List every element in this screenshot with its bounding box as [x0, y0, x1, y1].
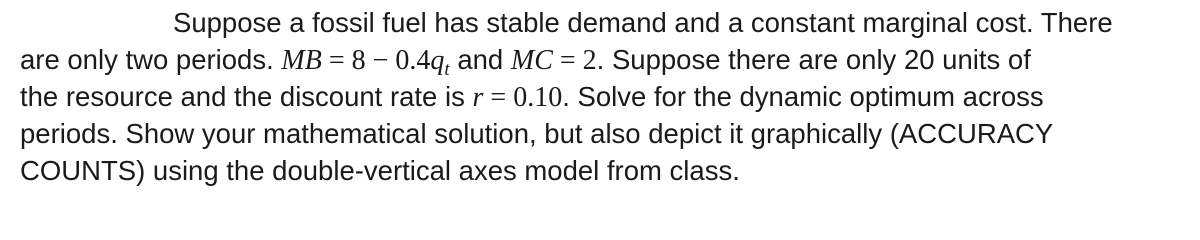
- line2-and: and: [449, 44, 511, 75]
- line3-lead: the resource and the discount rate is: [20, 81, 473, 112]
- mb-equation: [281, 45, 450, 80]
- problem-line-5: COUNTS) using the double-vertical axes model from class.: [20, 155, 740, 186]
- rate-value: = 0.10: [483, 82, 563, 113]
- mc-rhs: = 2: [552, 45, 597, 76]
- quantity-variable: q: [430, 45, 445, 76]
- problem-paragraph: [20, 4, 1190, 189]
- problem-line-1: Suppose a fossil fuel has stable demand and a constant marginal cost. There: [173, 7, 1113, 38]
- line2-tail: . Suppose there are only 20 units of: [596, 44, 1031, 75]
- mc-symbol: MC: [510, 45, 553, 76]
- problem-line-4: periods. Show your mathematical solution, but also depict it graphically (ACCURACY: [20, 118, 1054, 149]
- line3-tail: . Solve for the dynamic optimum across: [562, 81, 1044, 112]
- mb-rhs: = 8 − 0.4: [321, 45, 431, 76]
- mb-symbol: MB: [281, 45, 322, 76]
- rate-variable: r: [472, 82, 484, 113]
- problem-line-3: [20, 78, 1190, 115]
- problem-line-2: [20, 41, 1190, 78]
- time-subscript: t: [444, 59, 450, 80]
- line2-lead: are only two periods.: [20, 44, 282, 75]
- discount-rate-equation: [473, 82, 563, 113]
- mc-equation: [511, 45, 597, 76]
